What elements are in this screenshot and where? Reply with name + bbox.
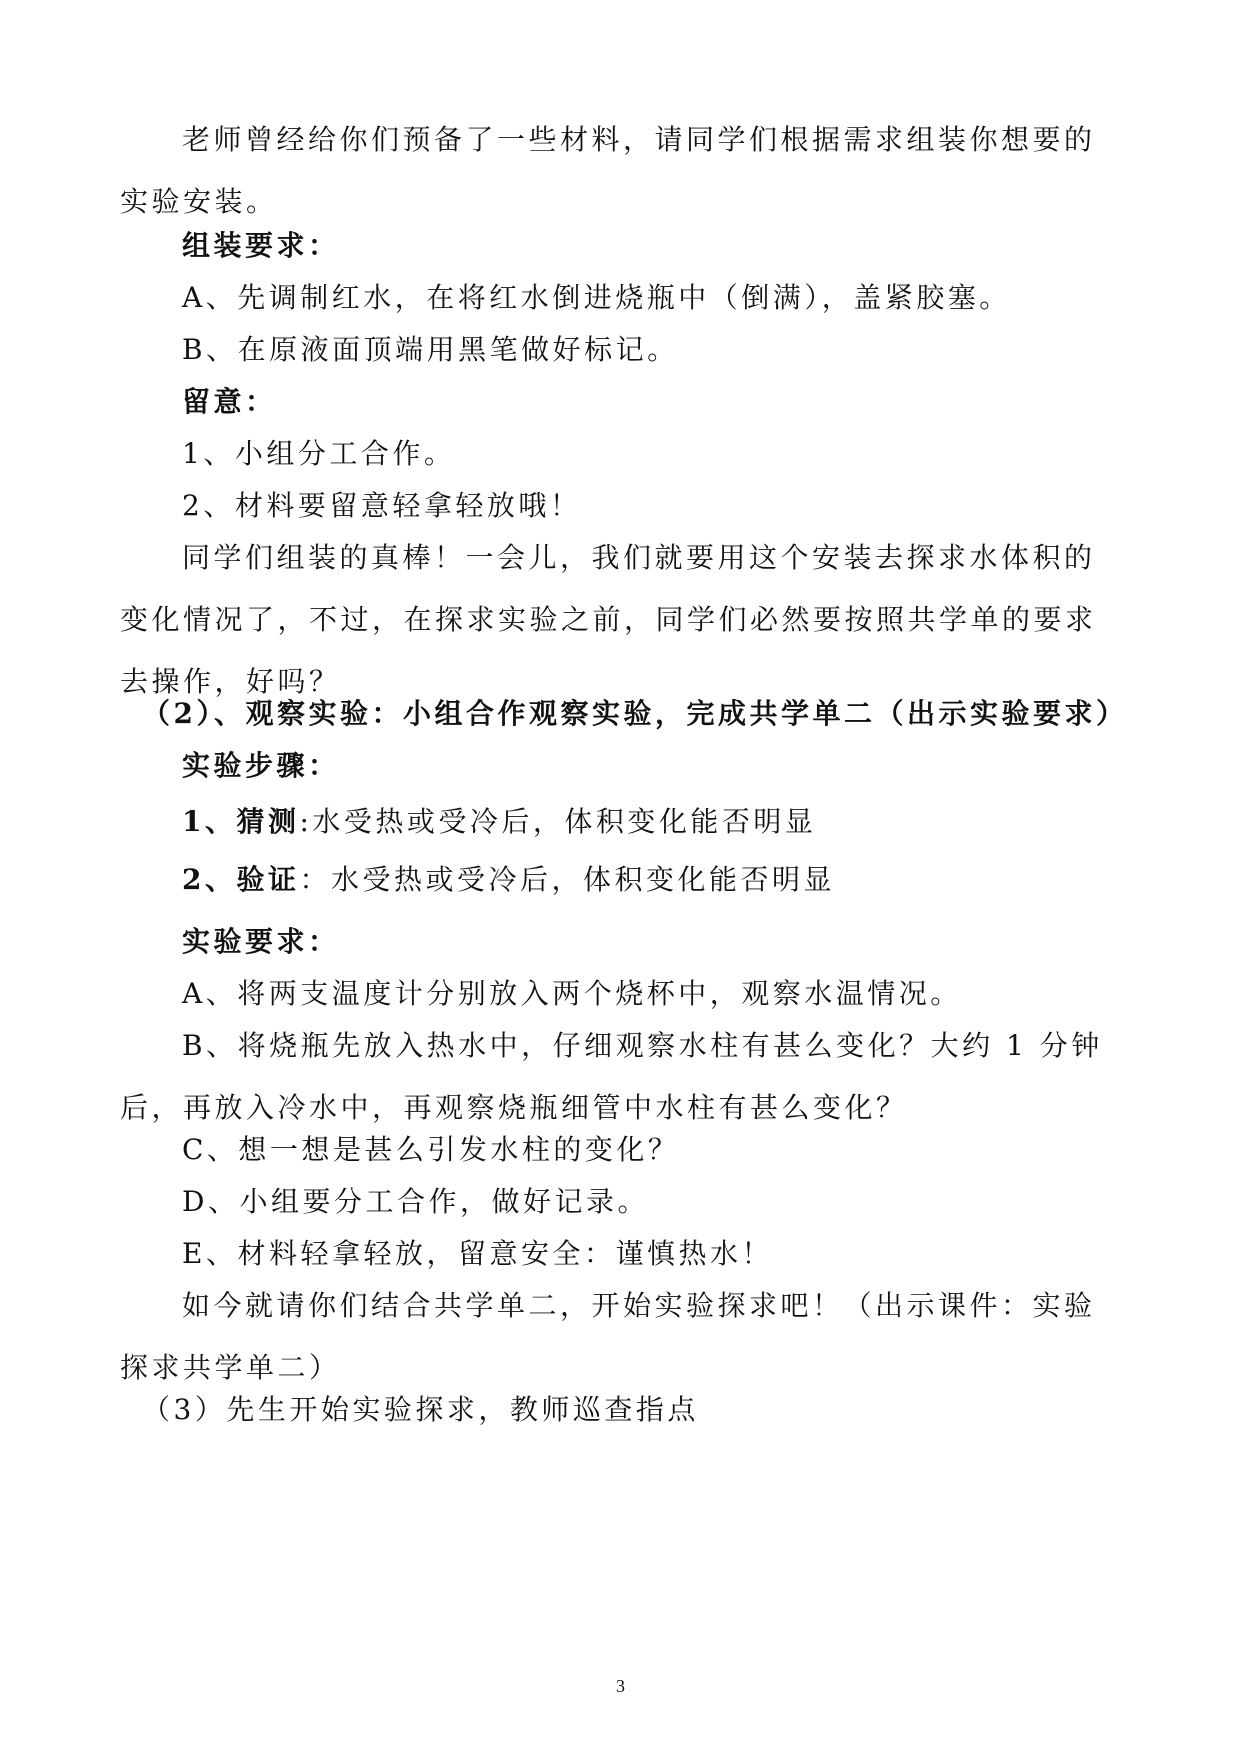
list-item-a: A、先调制红水，在将红水倒进烧瓶中（倒满），盖紧胶塞。: [182, 281, 1011, 314]
step-guess-text: :水受热或受冷后，体积变化能否明显: [299, 805, 817, 838]
page-number: 3: [616, 1676, 625, 1696]
paragraph-praise: 同学们组装的真棒！一会儿，我们就要用这个安装去探求水体积的变化情况了，不过，在探求实验之前，同学们必然要按照共学单的要求去操作，好吗？: [120, 541, 1097, 698]
step-verify: [120, 849, 1120, 911]
heading-experiment-steps: 实验步骤：: [182, 749, 340, 782]
paragraph-intro: 老师曾经给你们预备了一些材料，请同学们根据需求组装你想要的实验安装。: [120, 123, 1096, 218]
requirement-b: B、将烧瓶先放入热水中，仔细观察水柱有甚么变化？大约 1 分钟后，再放入冷水中，再观察烧瓶细管中水柱有甚么变化？: [120, 1029, 1103, 1124]
step-verify-label: 2、验证: [182, 863, 300, 896]
step-verify-text: ：水受热或受冷后，体积变化能否明显: [299, 863, 835, 896]
step-guess: [120, 791, 1120, 853]
requirement-a: A、将两支温度计分别放入两个烧杯中，观察水温情况。: [182, 977, 962, 1010]
heading-observe-experiment: （2）、观察实验：小组合作观察实验，完成共学单二（出示实验要求）: [142, 697, 1128, 730]
requirement-e: E、材料轻拿轻放，留意安全：谨慎热水！: [182, 1237, 773, 1270]
list-item-2: 2、材料要留意轻拿轻放哦！: [182, 489, 582, 522]
step-guess-label: 1、猜测: [182, 805, 300, 838]
paragraph-step-3: （3）先生开始实验探求，教师巡查指点: [142, 1393, 699, 1426]
list-item-1: 1、小组分工合作。: [182, 437, 456, 470]
list-item-b: B、在原液面顶端用黑笔做好标记。: [182, 333, 679, 366]
heading-assembly-requirements: 组装要求：: [182, 229, 340, 262]
requirement-d: D、小组要分工合作，做好记录。: [182, 1185, 649, 1218]
paragraph-start-experiment: 如今就请你们结合共学单二，开始实验探求吧！（出示课件：实验探求共学单二）: [120, 1289, 1096, 1384]
heading-experiment-requirements: 实验要求：: [182, 925, 340, 958]
requirement-c: C、想一想是甚么引发水柱的变化？: [182, 1133, 680, 1166]
heading-attention: 留意：: [182, 385, 277, 418]
